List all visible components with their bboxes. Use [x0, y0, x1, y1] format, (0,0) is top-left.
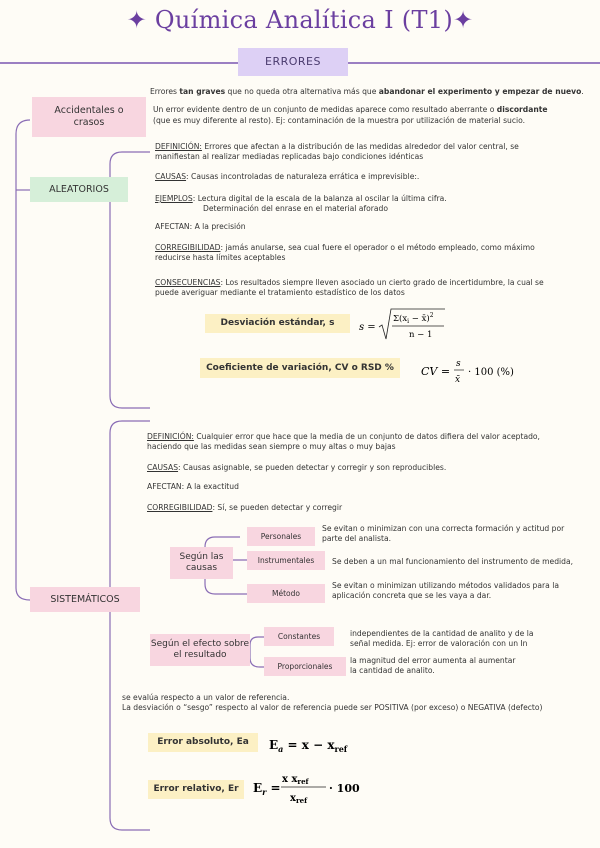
accidentales-box: Accidentales o crasos: [32, 97, 146, 137]
svg-text:s =: s =: [359, 322, 376, 333]
svg-text:xref: $x_{ref}$: [290, 793, 308, 805]
sistematicos-corregibilidad: CORREGIBILIDAD: Sí, se pueden detectar y corregir: [147, 503, 343, 512]
aleatorios-afectan: AFECTAN: A la precisión: [155, 222, 246, 231]
cv-formula: [420, 354, 530, 388]
efecto-proporcionales-box: Proporcionales: [264, 657, 346, 676]
aleatorios-ejemplos: EJEMPLOS: Lectura digital de la escala de la balanza al oscilar la última cifra. Determinación del enrase en el material aforado: [155, 194, 447, 214]
error-absoluto-formula: [268, 733, 358, 757]
error-relativo-label: Error relativo, Er: [148, 780, 244, 799]
accidentales-desc-line1: Un error evidente dentro de un conjunto de medidas aparece como resultado aberrante o discordante: [153, 105, 548, 114]
intro-text: Errores tan graves que no queda otra alternativa más que abandonar el experimento y empezar de nuevo.: [150, 87, 584, 96]
desviacion-formula: [357, 305, 447, 345]
accidentales-desc-line2: (que es muy diferente al resto). Ej: contaminación de la muestra por utilización de material sucio.: [153, 116, 526, 125]
sistematicos-afectan: AFECTAN: A la exactitud: [147, 482, 239, 491]
sistematicos-causas: CAUSAS: Causas asignable, se pueden detectar y corregir y son reproducibles.: [147, 463, 447, 472]
causa-metodo-box: Método: [247, 584, 325, 603]
aleatorios-corregibilidad: CORREGIBILIDAD: jamás anularse, sea cual fuere el operador o el método empleado, como máximo reducirse hasta límites aceptables: [155, 243, 535, 263]
error-relativo-formula: [252, 770, 362, 806]
svg-text:s: s: [456, 359, 461, 369]
causa-personales-desc: Se evitan o minimizan con una correcta formación y actitud por parte del analista.: [322, 524, 565, 544]
causa-instrumentales-desc: Se deben a un mal funcionamiento del instrumento de medida,: [332, 557, 574, 566]
error-absoluto-graphic: [268, 733, 358, 757]
efecto-constantes-box: Constantes: [264, 627, 334, 646]
sistematicos-definicion: DEFINICIÓN: Cualquier error que hace que la media de un conjunto de datos difiera del valor aceptado, haciendo que las medidas sean siempre o muy altas o muy bajas: [147, 432, 540, 452]
desviacion-label: Desviación estándar, s: [205, 314, 350, 333]
aleatorios-box: ALEATORIOS: [30, 177, 128, 202]
svg-text:n − 1: n − 1: [409, 330, 433, 340]
errores-header: ERRORES: [238, 48, 348, 76]
error-relativo-graphic: [252, 770, 362, 806]
svg-text:CV =: CV =: [421, 365, 451, 378]
referencia-text: se evalúa respecto a un valor de referencia. La desviación o “sesgo” respecto al valor de referencia puede ser POSITIVA (por exceso) o NEGATIVA (defecto): [122, 693, 543, 713]
aleatorios-causas: CAUSAS: Causas incontroladas de naturaleza errática e imprevisible:.: [155, 172, 420, 181]
segun-causas-box: Según las causas: [170, 547, 233, 579]
efecto-constantes-desc: independientes de la cantidad de analito y de la señal medida. Ej: error de valoración con un In: [350, 629, 534, 649]
svg-text:x̄: x̄: [455, 375, 461, 385]
page-title: ✦ Química Analítica I (T1)✦: [126, 6, 474, 34]
svg-text:Σ(xi − x̄)2: $\Sigma(x_i$ − x̄)$^2$: [393, 312, 434, 325]
desviacion-formula-graphic: [357, 305, 447, 345]
svg-text:Ea = x − xref: $E_a = x - x_{ref}$: [269, 738, 348, 754]
svg-text:x xref: x $x_{ref}$: [282, 774, 309, 786]
error-absoluto-label: Error absoluto, Ea: [148, 733, 258, 752]
sistematicos-bracket: [110, 421, 150, 830]
causa-metodo-desc: Se evitan o minimizan utilizando métodos validados para la aplicación concreta que se les vaya a dar.: [332, 581, 559, 601]
efecto-proporcionales-desc: la magnitud del error aumenta al aumentar la cantidad de analito.: [350, 656, 516, 676]
causa-personales-box: Personales: [247, 527, 315, 546]
main-spine: [16, 120, 30, 600]
svg-text:Er =: $E_r$ =: [253, 781, 281, 797]
causa-instrumentales-box: Instrumentales: [247, 551, 325, 570]
aleatorios-definicion: DEFINICIÓN: Errores que afectan a la distribución de las medidas alrededor del valor central, se manifiestan al realizar mediadas replicadas bajo condiciones idénticas: [155, 142, 519, 162]
segun-efecto-box: Según el efecto sobre el resultado: [150, 634, 250, 666]
cv-label: Coeficiente de variación, CV o RSD %: [200, 358, 400, 378]
svg-text:· 100: · 100: [329, 782, 360, 795]
svg-text:· 100 (%): · 100 (%): [468, 367, 514, 378]
cv-formula-graphic: [420, 354, 530, 388]
aleatorios-consecuencias: CONSECUENCIAS: Los resultados siempre lleven asociado un cierto grado de incertidumbre, la cual se puede averiguar mediante el tratamiento estadístico de los datos: [155, 278, 544, 298]
sistematicos-box: SISTEMÁTICOS: [30, 587, 140, 612]
